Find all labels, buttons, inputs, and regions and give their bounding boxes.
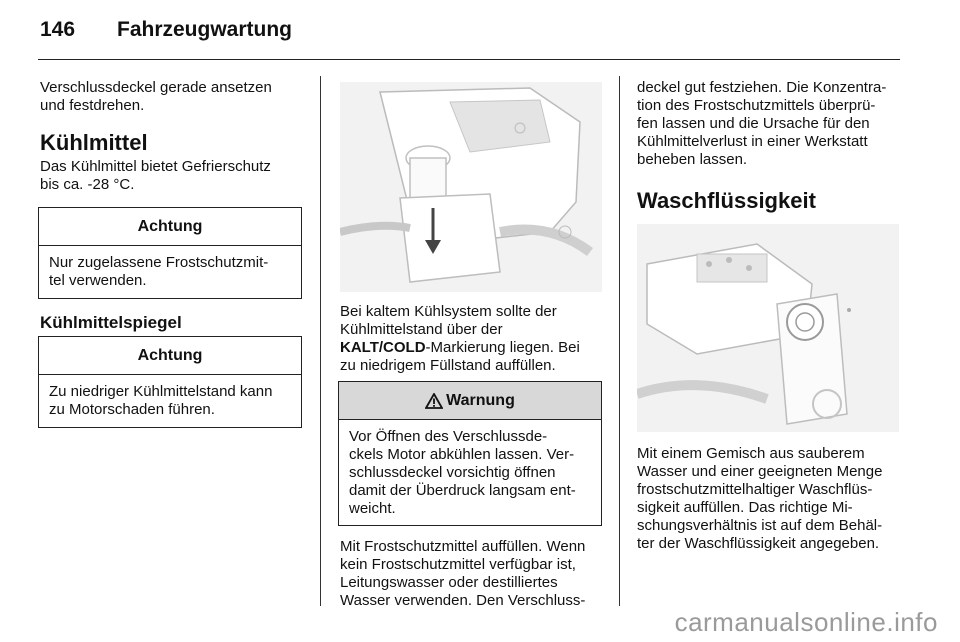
col2-para2-line-2: kein Frostschutzmittel verfügbar ist, — [340, 556, 576, 573]
col2-para1-line-2: Kühlmittelstand über der — [340, 321, 503, 338]
header-rule — [38, 59, 900, 60]
warning-line-3: schlussdeckel vorsichtig öffnen — [349, 464, 556, 481]
col3-para2-line-5: schungsverhältnis ist auf dem Behäl- — [637, 517, 883, 534]
column-divider-1 — [320, 76, 321, 606]
coolant-text-line-2: bis ca. -28 °C. — [40, 176, 135, 193]
watermark: carmanualsonline.info — [674, 607, 938, 637]
column-3-para-2 — [637, 445, 912, 553]
kalt-cold-marker: KALT/COLD — [340, 339, 426, 356]
warning-line-1: Vor Öffnen des Verschlussde- — [349, 428, 548, 445]
intro-line-2: und festdrehen. — [40, 97, 145, 114]
notice-1-line-1: Nur zugelassene Frostschutzmit- — [49, 254, 269, 271]
warning-box — [338, 381, 602, 526]
notice-1-line-2: tel verwenden. — [49, 272, 147, 289]
col3-para2-line-4: sigkeit auffüllen. Das richtige Mi- — [637, 499, 853, 516]
warning-title: Warnung — [446, 391, 515, 409]
col3-para2-line-3: frostschutzmittelhaltiger Waschflüs- — [637, 481, 873, 498]
col3-para2-line-2: Wasser und einer geeigneten Menge — [637, 463, 883, 480]
warning-body — [339, 420, 601, 526]
col2-para2-line-3: Leitungswasser oder destilliertes — [340, 574, 558, 591]
page-number: 146 — [40, 18, 76, 41]
col3-para1-line-2: tion des Frostschutzmittels überprü- — [637, 97, 876, 114]
col3-para1-line-3: fen lassen und die Ursache für den — [637, 115, 870, 132]
heading-coolant-level: Kühlmittelspiegel — [40, 313, 182, 332]
notice-2-line-1: Zu niedriger Kühlmittelstand kann — [49, 383, 273, 400]
column-1 — [40, 79, 305, 194]
page-title: Fahrzeugwartung — [117, 18, 293, 41]
notice-2-line-2: zu Motorschaden führen. — [49, 401, 215, 418]
col3-para2-line-6: ter der Waschflüssigkeit angegeben. — [637, 535, 880, 552]
col2-para2-line-4: Wasser verwenden. Den Verschluss- — [340, 592, 586, 609]
heading-washer-fluid: Waschflüssigkeit — [637, 188, 816, 213]
col3-para2-line-1: Mit einem Gemisch aus sauberem — [637, 445, 865, 462]
notice-1-title: Achtung — [39, 208, 301, 246]
notice-box-2 — [38, 336, 302, 428]
coolant-reservoir-illustration — [340, 82, 602, 292]
column-divider-2 — [619, 76, 620, 606]
notice-1-body — [39, 246, 301, 298]
col2-para1-line-4: zu niedrigem Füllstand auffüllen. — [340, 357, 556, 374]
col2-para1-line-3-rest: -Markierung liegen. Bei — [425, 339, 580, 356]
col3-para1-line-1: deckel gut festziehen. Die Konzentra- — [637, 79, 887, 96]
notice-box-1 — [38, 207, 302, 299]
col3-para1-line-5: beheben lassen. — [637, 151, 748, 168]
column-2-para-2 — [340, 538, 608, 610]
col3-para1-line-4: Kühlmittelverlust in einer Werkstatt — [637, 133, 868, 150]
warning-line-2: ckels Motor abkühlen lassen. Ver- — [349, 446, 575, 463]
warning-triangle-icon — [425, 393, 443, 409]
coolant-text-line-1: Das Kühlmittel bietet Gefrierschutz — [40, 158, 271, 175]
warning-line-5: weicht. — [349, 500, 396, 517]
intro-line-1: Verschlussdeckel gerade ansetzen — [40, 79, 272, 96]
col2-para1-line-1: Bei kaltem Kühlsystem sollte der — [340, 303, 557, 320]
washer-reservoir-illustration — [637, 224, 899, 432]
col2-para2-line-1: Mit Frostschutzmittel auffüllen. Wenn — [340, 538, 586, 555]
warning-header — [339, 382, 601, 420]
column-2-para-1 — [340, 303, 605, 375]
col2-para1-line-3 — [340, 339, 605, 357]
warning-line-4: damit der Überdruck langsam ent- — [349, 482, 576, 499]
notice-2-title: Achtung — [39, 337, 301, 375]
notice-2-body — [39, 375, 301, 427]
heading-coolant: Kühlmittel — [40, 130, 148, 155]
column-3-para-1 — [637, 79, 907, 169]
